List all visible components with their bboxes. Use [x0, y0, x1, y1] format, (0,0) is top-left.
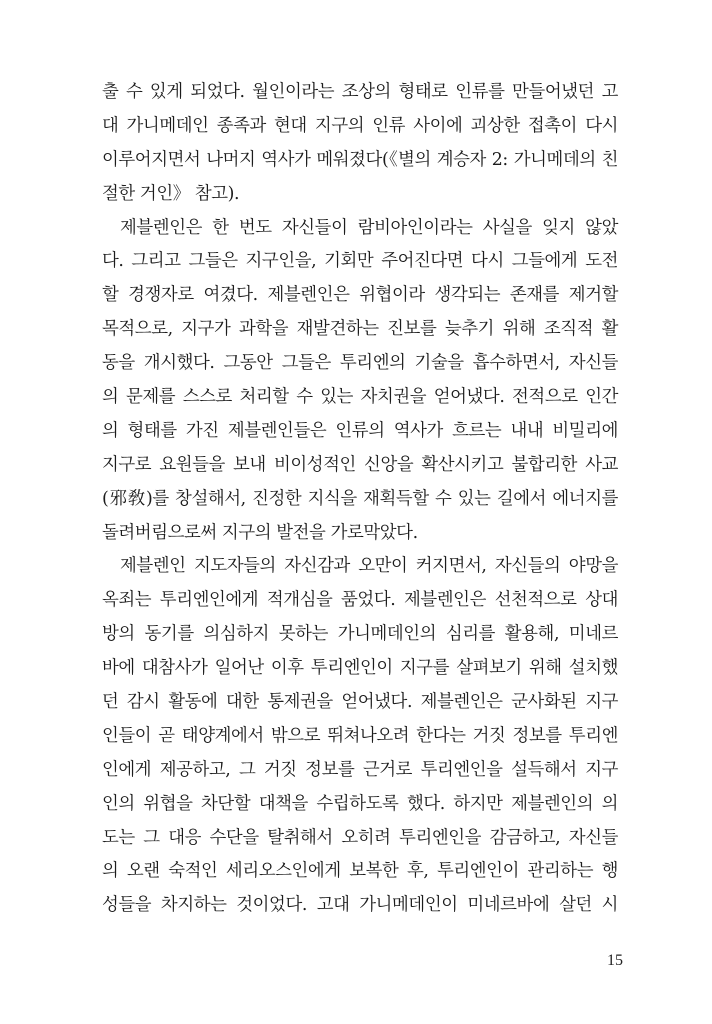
text-line: 대 가니메데인 종족과 현대 지구의 인류 사이에 괴상한 접촉이 다시	[102, 115, 618, 136]
text-line: 인에게 제공하고, 그 거짓 정보를 근거로 투리엔인을 설득해서 지구	[102, 759, 618, 780]
text-line: 의 형태를 가진 제블렌인들은 인류의 역사가 흐르는 내내 비밀리에	[102, 420, 618, 441]
text-line: 옥죄는 투리엔인에게 적개심을 품었다. 제블렌인은 선천적으로 상대	[102, 590, 618, 611]
text-line: 방의 동기를 의심하지 못하는 가니메데인의 심리를 활용해, 미네르	[102, 624, 618, 645]
text-line: 다. 그리고 그들은 지구인을, 기회만 주어진다면 다시 그들에게 도전	[102, 251, 618, 272]
text-line: (邪敎)를 창설해서, 진정한 지식을 재획득할 수 있는 길에서 에너지를	[102, 488, 618, 509]
text-line: 돌려버림으로써 지구의 발전을 가로막았다.	[102, 522, 418, 543]
text-line: 지구로 요원들을 보내 비이성적인 신앙을 확산시키고 불합리한 사교	[102, 454, 618, 475]
text-line: 인의 위협을 차단할 대책을 수립하도록 했다. 하지만 제블렌인의 의	[102, 793, 618, 814]
text-line: 의 오랜 숙적인 세리오스인에게 보복한 후, 투리엔인이 관리하는 행	[102, 861, 618, 882]
text-line: 동을 개시했다. 그동안 그들은 투리엔의 기술을 흡수하면서, 자신들	[102, 353, 618, 374]
text-line: 성들을 차지하는 것이었다. 고대 가니메데인이 미네르바에 살던 시	[102, 895, 618, 916]
text-line: 할 경쟁자로 여겼다. 제블렌인은 위협이라 생각되는 존재를 제거할	[102, 285, 618, 306]
text-line: 이루어지면서 나머지 역사가 메워졌다(《별의 계승자 2: 가니메데의 친	[102, 149, 618, 170]
page-number: 15	[607, 952, 623, 969]
text-line: 목적으로, 지구가 과학을 재발견하는 진보를 늦추기 위해 조직적 활	[102, 319, 618, 340]
text-line: 의 문제를 스스로 처리할 수 있는 자치권을 얻어냈다. 전적으로 인간	[102, 387, 618, 408]
text-line: 던 감시 활동에 대한 통제권을 얻어냈다. 제블렌인은 군사화된 지구	[102, 692, 618, 713]
text-line: 출 수 있게 되었다. 월인이라는 조상의 형태로 인류를 만들어냈던 고	[102, 82, 618, 102]
text-line: 제블렌인은 한 번도 자신들이 람비아인이라는 사실을 잊지 않았	[120, 217, 618, 238]
text-line: 절한 거인》 참고).	[102, 183, 240, 204]
body-text	[102, 76, 618, 923]
text-line: 바에 대참사가 일어난 이후 투리엔인이 지구를 살펴보기 위해 설치했	[102, 658, 618, 679]
text-line: 제블렌인 지도자들의 자신감과 오만이 커지면서, 자신들의 야망을	[120, 556, 618, 577]
text-line: 인들이 곧 태양계에서 밖으로 뛰쳐나오려 한다는 거짓 정보를 투리엔	[102, 725, 618, 746]
text-line: 도는 그 대응 수단을 탈취해서 오히려 투리엔인을 감금하고, 자신들	[102, 827, 618, 848]
